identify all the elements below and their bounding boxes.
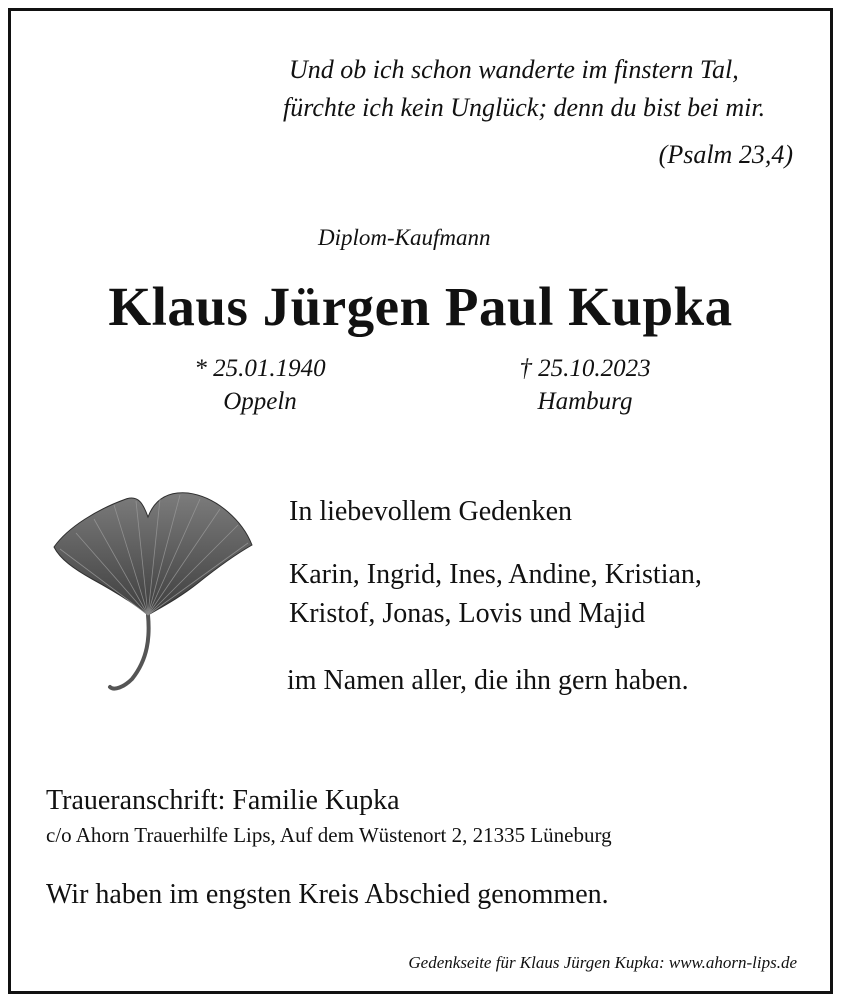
address-line: c/o Ahorn Trauerhilfe Lips, Auf dem Wüstenort 2, 21335 Lüneburg	[46, 823, 612, 847]
death-date: † 25.10.2023	[519, 355, 651, 382]
academic-title: Diplom-Kaufmann	[318, 225, 491, 250]
deceased-name: Klaus Jürgen Paul Kupka	[108, 276, 733, 337]
quote-source: (Psalm 23,4)	[658, 140, 793, 169]
birth-block	[155, 352, 365, 418]
birth-date: * 25.01.1940	[194, 355, 326, 382]
birth-place: Oppeln	[223, 388, 297, 415]
ginkgo-leaf-icon	[48, 487, 258, 692]
death-place: Hamburg	[537, 388, 633, 415]
address-heading: Traueranschrift: Familie Kupka	[46, 785, 400, 816]
quote-line-2: fürchte ich kein Unglück; denn du bist bei mir.	[283, 93, 766, 122]
mourners-names-line-1: Karin, Ingrid, Ines, Andine, Kristian,	[289, 559, 702, 590]
mourners-closing: im Namen aller, die ihn gern haben.	[287, 665, 689, 696]
quote-line-1: Und ob ich schon wanderte im finstern Tal,	[289, 55, 739, 84]
death-block	[480, 352, 690, 418]
mourning-intro: In liebevollem Gedenken	[289, 496, 573, 527]
mourners-names-line-2: Kristof, Jonas, Lovis und Majid	[289, 598, 646, 629]
memorial-page-link[interactable]: Gedenkseite für Klaus Jürgen Kupka: www.ahorn-lips.de	[408, 953, 797, 972]
farewell-statement: Wir haben im engsten Kreis Abschied genommen.	[46, 879, 609, 910]
